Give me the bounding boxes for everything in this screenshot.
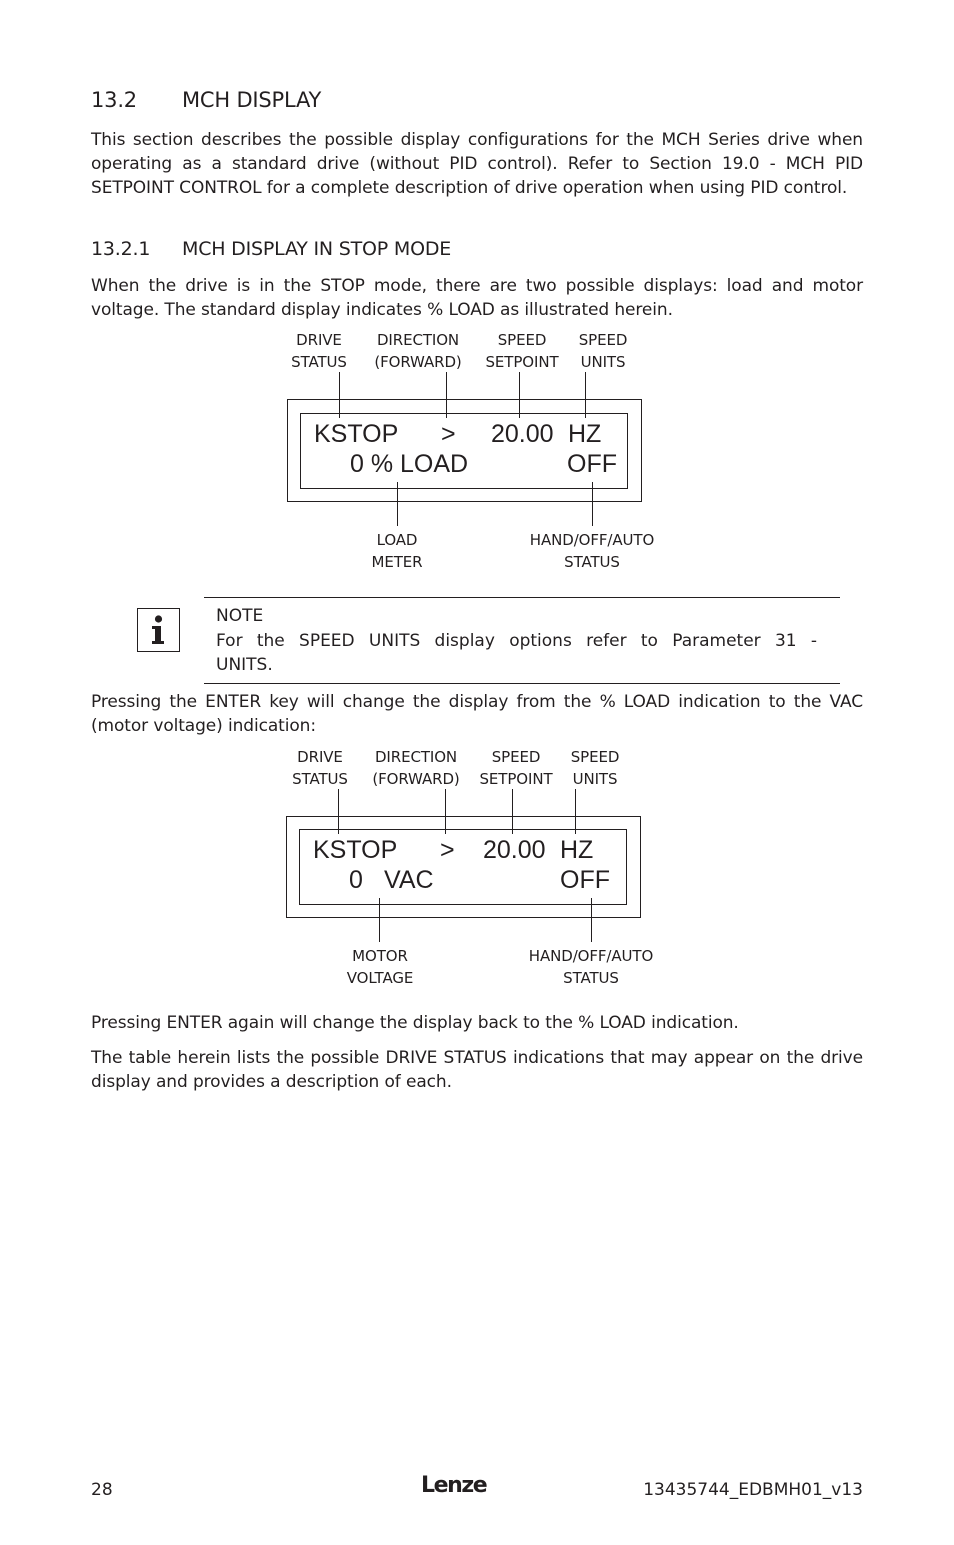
note-title: NOTE <box>216 606 264 626</box>
lcd-speed-setpoint: 20.00 <box>483 836 546 864</box>
subsection-intro: When the drive is in the STOP mode, there are two possible displays: load and motor voltage. The standard display indicates % LOAD as illustrated herein. <box>91 276 863 320</box>
subsection-number: 13.2.1 <box>91 238 151 260</box>
lcd-drive-status: KSTOP <box>313 836 398 864</box>
lcd-speed-units: HZ <box>568 420 602 448</box>
note-top-rule <box>204 597 840 598</box>
leader-line <box>379 898 380 942</box>
lcd-speed-units: HZ <box>560 836 594 864</box>
page-number: 28 <box>91 1480 113 1500</box>
lcd-direction: > <box>441 420 456 448</box>
label-motor-voltage: MOTOR VOLTAGE <box>346 947 414 987</box>
label-drive-status: DRIVE STATUS <box>292 748 348 788</box>
lenze-logo: Lenze <box>421 1473 487 1498</box>
leader-line <box>591 898 592 942</box>
note-line1: For the SPEED UNITS display options refer to Parameter 31 - <box>216 631 817 651</box>
label-speed-setpoint: SPEED SETPOINT <box>485 331 559 371</box>
lcd-load-meter: 0 % LOAD <box>350 450 469 478</box>
info-icon <box>137 608 180 652</box>
section-intro: This section describes the possible display configurations for the MCH Series drive when operating as a standard drive (without PID control). Refer to Section 19.0 - MCH PID SETPOINT CONTROL for a complete description of drive operation when using PID control. <box>91 130 863 198</box>
section-title: MCH DISPLAY <box>182 88 322 112</box>
note-line2: UNITS. <box>216 655 273 675</box>
label-speed-units: SPEED UNITS <box>570 748 620 788</box>
note-bottom-rule <box>204 683 840 684</box>
label-hoa-status: HAND/OFF/AUTO STATUS <box>528 947 654 987</box>
leader-line <box>592 482 593 526</box>
document-id: 13435744_EDBMH01_v13 <box>643 1480 863 1500</box>
lcd-direction: > <box>440 836 455 864</box>
leader-line <box>397 482 398 526</box>
label-hoa-status: HAND/OFF/AUTO STATUS <box>529 531 655 571</box>
label-speed-units: SPEED UNITS <box>578 331 628 371</box>
lcd-hoa-status: OFF <box>567 450 617 478</box>
label-load-meter: LOAD METER <box>371 531 423 571</box>
label-speed-setpoint: SPEED SETPOINT <box>479 748 553 788</box>
lcd-drive-status: KSTOP <box>314 420 399 448</box>
lcd-voltage-value: 0 <box>349 866 363 894</box>
lcd-hoa-status: OFF <box>560 866 610 894</box>
label-direction: DIRECTION (FORWARD) <box>372 748 460 788</box>
subsection-title: MCH DISPLAY IN STOP MODE <box>182 238 452 260</box>
section-number: 13.2 <box>91 88 137 112</box>
lcd-voltage-unit: VAC <box>384 866 434 894</box>
enter-paragraph: Pressing the ENTER key will change the display from the % LOAD indication to the VAC (motor voltage) indication: <box>91 692 863 736</box>
table-intro-paragraph: The table herein lists the possible DRIVE STATUS indications that may appear on the drive display and provides a description of each. <box>91 1048 863 1092</box>
label-direction: DIRECTION (FORWARD) <box>374 331 462 371</box>
lcd-speed-setpoint: 20.00 <box>491 420 554 448</box>
enter-again-paragraph: Pressing ENTER again will change the display back to the % LOAD indication. <box>91 1013 739 1033</box>
label-drive-status: DRIVE STATUS <box>291 331 347 371</box>
